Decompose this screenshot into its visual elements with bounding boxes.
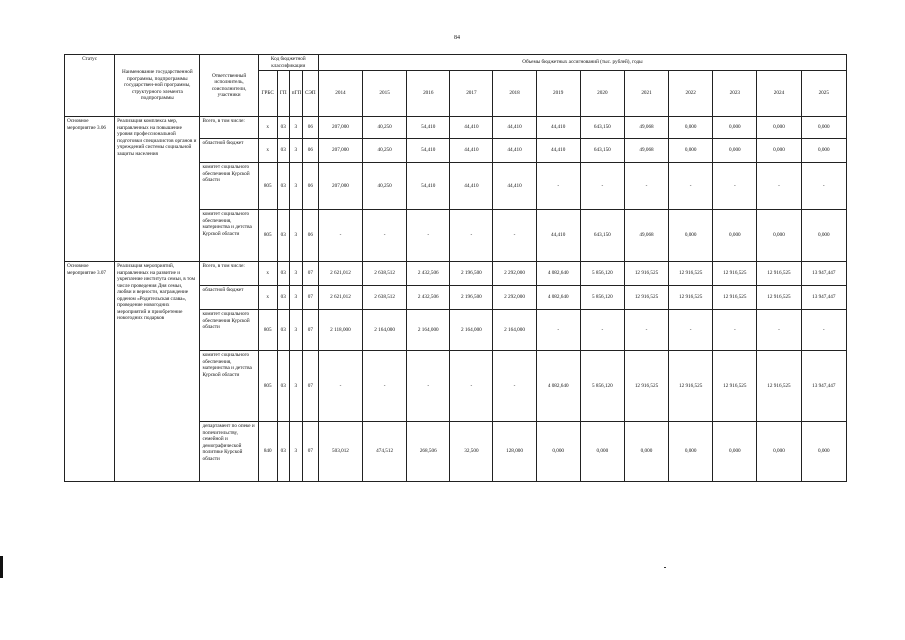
row-value: - — [407, 351, 450, 422]
header-year-2025: 2025 — [801, 71, 846, 117]
section-name: Реализация комплекса мер, направленных на повышение уровня профессиональной подготовки специалистов органов и учреждений системы социальной защиты населения — [115, 117, 200, 262]
row-value: - — [493, 351, 536, 422]
row-value: 13 947,447 — [801, 262, 846, 286]
row-value: - — [363, 210, 407, 262]
table-row — [65, 262, 847, 286]
row-code: 03 — [277, 163, 289, 210]
row-value: 2 164,000 — [493, 310, 536, 351]
row-value: - — [713, 163, 757, 210]
row-value: 0,000 — [713, 422, 757, 482]
row-value: - — [757, 310, 801, 351]
row-value: 268,506 — [407, 422, 450, 482]
row-value: 49,068 — [624, 210, 668, 262]
row-value: 12 916,525 — [624, 262, 668, 286]
header-name: Наименование государственной программы, подпрограммы государствен-ной программы, структурного элемента подпрограммы — [115, 55, 200, 117]
row-code: 805 — [258, 163, 277, 210]
row-value: 207,000 — [318, 117, 362, 139]
row-value: 4 082,640 — [536, 262, 580, 286]
row-value: 0,000 — [801, 422, 846, 482]
row-value: 5 856,120 — [580, 286, 624, 310]
row-value: 643,150 — [580, 117, 624, 139]
row-value: 0,000 — [757, 210, 801, 262]
row-value: 44,410 — [536, 139, 580, 163]
row-code: 805 — [258, 210, 277, 262]
row-value: 4 082,640 — [536, 351, 580, 422]
row-value: 44,410 — [450, 139, 493, 163]
header-year-2024: 2024 — [757, 71, 801, 117]
row-value: - — [318, 210, 362, 262]
row-value: 0,000 — [801, 210, 846, 262]
row-code: 3 — [289, 117, 302, 139]
row-value: 54,410 — [407, 163, 450, 210]
row-value: 12 916,525 — [624, 351, 668, 422]
row-value: 128,000 — [493, 422, 536, 482]
row-code: 03 — [277, 262, 289, 286]
row-value: - — [407, 210, 450, 262]
row-value: 0,000 — [713, 210, 757, 262]
section-status: Основное мероприятие 3.07 — [65, 262, 115, 482]
row-code: 3 — [289, 422, 302, 482]
row-value: 643,150 — [580, 210, 624, 262]
row-value: 12 916,525 — [757, 351, 801, 422]
header-year-2014: 2014 — [318, 71, 362, 117]
row-code: х — [258, 139, 277, 163]
header-year-2021: 2021 — [624, 71, 668, 117]
row-executor: комитет социального обеспечения Курской области — [200, 310, 258, 351]
row-code: 07 — [302, 310, 318, 351]
header-year-2019: 2019 — [536, 71, 580, 117]
row-value: 0,000 — [669, 422, 713, 482]
header-code-0: ГРБС — [258, 71, 277, 117]
row-code: 3 — [289, 139, 302, 163]
row-value: 2 164,000 — [363, 310, 407, 351]
row-value: - — [450, 210, 493, 262]
row-value: 40,250 — [363, 163, 407, 210]
row-value: 2 196,500 — [450, 286, 493, 310]
row-executor: Всего, в том числе: — [200, 262, 258, 286]
row-executor: Всего, в том числе: — [200, 117, 258, 139]
row-value: 0,000 — [669, 139, 713, 163]
scan-edge-mark — [0, 556, 3, 578]
row-value: 4 082,640 — [536, 286, 580, 310]
header-year-2023: 2023 — [713, 71, 757, 117]
row-value: 49,068 — [624, 139, 668, 163]
row-value: 44,410 — [450, 163, 493, 210]
row-value: 44,410 — [493, 117, 536, 139]
row-value: 2 638,512 — [363, 286, 407, 310]
row-value: 49,068 — [624, 117, 668, 139]
row-value: 2 638,512 — [363, 262, 407, 286]
row-code: 03 — [277, 286, 289, 310]
row-code: 3 — [289, 286, 302, 310]
row-value: 0,000 — [624, 422, 668, 482]
row-value: 643,150 — [580, 139, 624, 163]
row-code: 3 — [289, 210, 302, 262]
row-value: 2 118,000 — [318, 310, 362, 351]
row-code: 07 — [302, 262, 318, 286]
row-value: 2 621,012 — [318, 262, 362, 286]
row-code: 3 — [289, 163, 302, 210]
row-code: 03 — [277, 422, 289, 482]
row-value: - — [318, 351, 362, 422]
header-volumes: Объемы бюджетных ассигнований (тыс. рублей), годы — [318, 55, 846, 71]
row-value: - — [363, 351, 407, 422]
row-executor: департамент по опеке и попечительству, семейной и демографической политике Курской области — [200, 422, 258, 482]
row-value: 207,000 — [318, 163, 362, 210]
row-value: 2 164,000 — [450, 310, 493, 351]
row-code: 03 — [277, 351, 289, 422]
row-value: - — [493, 210, 536, 262]
row-value: 2 292,000 — [493, 262, 536, 286]
row-value: 0,000 — [757, 117, 801, 139]
row-value: - — [713, 310, 757, 351]
header-executor: Ответственный исполнитель, соисполнители, участники — [200, 55, 258, 117]
section-name: Реализация мероприятий, направленных на развитие и укрепление института семьи, в том числе проведения Дня семьи, любви и верности, награждение орденом «Родительская слава», проведение новогодних мероприятий и приобретение новогодних подарков — [115, 262, 200, 482]
row-code: 3 — [289, 262, 302, 286]
row-value: 44,410 — [493, 163, 536, 210]
row-value: 12 916,525 — [757, 286, 801, 310]
row-value: 503,012 — [318, 422, 362, 482]
row-value: 207,000 — [318, 139, 362, 163]
row-code: 3 — [289, 310, 302, 351]
row-value: 40,250 — [363, 117, 407, 139]
row-value: 0,000 — [536, 422, 580, 482]
row-value: 2 621,012 — [318, 286, 362, 310]
row-value: - — [624, 163, 668, 210]
row-value: 13 947,447 — [801, 351, 846, 422]
header-year-2017: 2017 — [450, 71, 493, 117]
header-budget-code: Код бюджетной классификации — [258, 55, 318, 71]
header-year-2022: 2022 — [669, 71, 713, 117]
row-value: 2 432,506 — [407, 286, 450, 310]
section-status: Основное мероприятие 3.06 — [65, 117, 115, 262]
row-executor: комитет социального обеспечения Курской области — [200, 163, 258, 210]
row-value: - — [624, 310, 668, 351]
scan-speck — [664, 567, 666, 568]
row-value: 2 432,506 — [407, 262, 450, 286]
row-code: 06 — [302, 210, 318, 262]
row-value: 0,000 — [669, 117, 713, 139]
header-year-2020: 2020 — [580, 71, 624, 117]
row-code: 03 — [277, 117, 289, 139]
row-value: - — [536, 310, 580, 351]
row-executor: комитет социального обеспечения, материнства и детства Курской области — [200, 210, 258, 262]
row-value: 0,000 — [801, 117, 846, 139]
row-executor: областной бюджет — [200, 139, 258, 163]
row-value: 12 916,525 — [757, 262, 801, 286]
header-code-3: СЭП — [302, 71, 318, 117]
row-value: 0,000 — [713, 117, 757, 139]
header-code-1: ГП — [277, 71, 289, 117]
row-value: 0,000 — [757, 422, 801, 482]
row-code: 805 — [258, 310, 277, 351]
row-value: 12 916,525 — [669, 351, 713, 422]
row-code: 07 — [302, 286, 318, 310]
header-year-2015: 2015 — [363, 71, 407, 117]
row-value: 0,000 — [669, 210, 713, 262]
row-value: 12 916,525 — [669, 262, 713, 286]
row-value: 5 856,120 — [580, 262, 624, 286]
row-code: 07 — [302, 351, 318, 422]
row-value: - — [801, 163, 846, 210]
row-value: - — [757, 163, 801, 210]
row-value: 44,410 — [493, 139, 536, 163]
row-value: 13 947,447 — [801, 286, 846, 310]
header-status: Статус — [65, 55, 115, 117]
row-value: - — [669, 310, 713, 351]
row-code: 06 — [302, 139, 318, 163]
row-value: 40,250 — [363, 139, 407, 163]
row-value: 12 916,525 — [669, 286, 713, 310]
row-value: - — [580, 310, 624, 351]
row-value: 12 916,525 — [624, 286, 668, 310]
row-value: 54,410 — [407, 139, 450, 163]
row-value: - — [801, 310, 846, 351]
row-value: 44,410 — [536, 210, 580, 262]
row-value: 0,000 — [801, 139, 846, 163]
row-value: - — [450, 351, 493, 422]
row-value: - — [669, 163, 713, 210]
row-value: 2 292,000 — [493, 286, 536, 310]
row-code: 03 — [277, 139, 289, 163]
row-code: х — [258, 117, 277, 139]
header-year-2016: 2016 — [407, 71, 450, 117]
budget-table — [64, 54, 847, 482]
row-value: 474,512 — [363, 422, 407, 482]
row-value: 2 164,000 — [407, 310, 450, 351]
row-value: 12 916,525 — [713, 286, 757, 310]
row-code: 805 — [258, 351, 277, 422]
row-value: 0,000 — [757, 139, 801, 163]
row-value: 44,410 — [536, 117, 580, 139]
row-value: - — [580, 163, 624, 210]
row-value: 0,000 — [713, 139, 757, 163]
row-code: 06 — [302, 163, 318, 210]
row-value: 44,410 — [450, 117, 493, 139]
row-value: 12 916,525 — [713, 351, 757, 422]
row-executor: областной бюджет — [200, 286, 258, 310]
row-code: 3 — [289, 351, 302, 422]
row-code: х — [258, 286, 277, 310]
row-value: 2 196,500 — [450, 262, 493, 286]
row-value: 32,500 — [450, 422, 493, 482]
row-value: - — [536, 163, 580, 210]
table-row — [65, 117, 847, 139]
row-code: х — [258, 262, 277, 286]
row-code: 06 — [302, 117, 318, 139]
header-year-2018: 2018 — [493, 71, 536, 117]
row-value: 0,000 — [580, 422, 624, 482]
row-value: 54,410 — [407, 117, 450, 139]
header-code-2: пГП — [289, 71, 302, 117]
row-code: 03 — [277, 210, 289, 262]
row-code: 07 — [302, 422, 318, 482]
row-executor: комитет социального обеспечения, материнства и детства Курской области — [200, 351, 258, 422]
row-value: 5 856,120 — [580, 351, 624, 422]
row-code: 840 — [258, 422, 277, 482]
row-code: 03 — [277, 310, 289, 351]
row-value: 12 916,525 — [713, 262, 757, 286]
page-number: 84 — [454, 35, 460, 41]
